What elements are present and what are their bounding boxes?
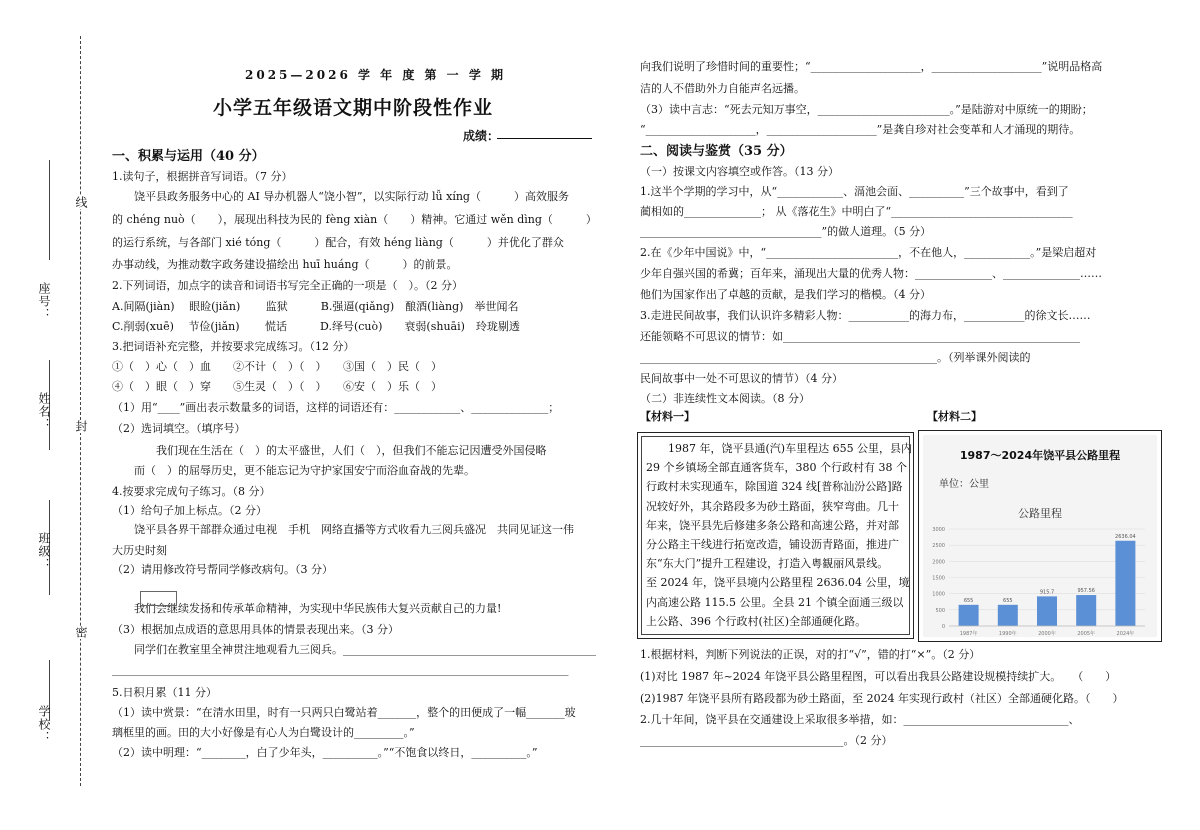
chart-y-tick-label: 2500 [932,543,945,550]
seal-mark-mi: 密 [74,626,88,639]
chart-category-label: 1987年 [959,631,978,637]
right-top-line: 向我们说明了珍惜时间的重要性；“____________________，____________________”说明品格高 [640,60,1103,73]
right-top-line: 他们为国家作出了卓越的贡献，是我们学习的楷模。（4 分） [640,288,931,301]
chart-category-label: 2000年 [1038,631,1056,637]
seat-label: 座号： [37,282,51,321]
chart-category-label: 1990年 [998,631,1017,637]
material1-text-line: 分公路主干线进行拓宽改造，铺设沥青路面，推进广 [646,538,899,551]
road-mileage-chart [919,431,1161,641]
fold-dashed-line [80,36,81,786]
left-col-line: （1）用“____”画出表示数量多的词语，这样的词语还有：____________、______________； [112,401,560,414]
material2-box [918,430,1162,642]
correction-area[interactable] [140,591,177,606]
chart-bar [959,605,979,626]
chart-category-label: 2024年 [1116,631,1135,637]
right-top-line: 民间故事中一处不可思议的情节）（4 分） [640,372,843,385]
right-top-line: ______________________________________________________。（列举课外阅读的 [640,351,1031,364]
chart-y-tick-label: 1000 [932,591,945,598]
material1-text-line: 行政村未实现通车，除国道 324 线[普称汕汾公路]路 [646,480,903,494]
left-col-line: 饶平县各界干部群众通过电视 手机 网络直播等方式收看九三阅兵盛况 共同见证这一伟 [112,523,574,536]
chart-y-tick-label: 0 [941,624,945,630]
chart-category-label: 2005年 [1077,631,1096,637]
chart-data-label: 655 [1003,597,1013,604]
left-col-line: ①（ ）心（ ）血 ②不计（ ）（ ） ③国（ ）民（ ） [112,360,442,373]
chart-main-title: 1987～2024年饶平县公路里程 [959,449,1121,462]
material1-text-line: 况较好外，其余路段多为砂土路面，狭窄弯曲。几十 [646,499,899,513]
right-bottom-line: (1)对比 1987 年~2024 年饶平县公路里程图，可以看出我县公路建设规模持续扩大。 （ ） [640,670,1117,683]
seal-mark-xian: 线 [74,196,88,209]
material2-label: 【材料二】 [927,410,982,423]
left-col-line: 而（ ）的屈辱历史，更不能忘记为守护家国安宁而浴血奋战的先辈。 [112,464,475,477]
material1-text-line: 年来，饶平县先后修建多条公路和高速公路，并对部 [646,518,899,532]
material1-text-line: 29 个乡镇场全部直通客货车，380 个行政村有 38 个 [646,461,907,475]
chart-data-label: 655 [963,597,974,604]
left-col-line: （2）选词填空。（填序号） [112,422,246,435]
right-top-line: 3.走进民间故事，我们认识许多精彩人物：___________的海力布，___________的徐文长…… [640,309,1091,322]
chart-bar [1037,596,1057,626]
material1-text-line: 至 2024 年，饶平县境内公路里程 2636.04 公里，境 [646,576,910,590]
left-col-line: （1）给句子加上标点。（2 分） [112,504,267,517]
left-col-line: 璃框里的画。田的大小好像是有心人为白鹭设计的_________。” [112,726,415,739]
left-col-line: （3）根据加点成语的意思用具体的情景表现出来。（3 分） [112,623,399,636]
right-bottom-line: _____________________________________。（2 分） [640,734,893,747]
right-top-line: _________________________________”的做人道理。（5 分） [640,225,932,238]
chart-data-label: 2636.04 [1115,533,1136,540]
material1-box [637,432,914,639]
chart-y-tick-label: 1500 [932,575,945,582]
left-col-line: 3.把词语补充完整，并按要求完成练习。（12 分） [112,340,355,353]
chart-bar [1076,595,1096,626]
left-col-line: 同学们在教室里全神贯注地观看九三阅兵。______________________________________________ [112,643,596,656]
class-label: 班级： [37,532,51,571]
material1-text-line: 上公路、396 个行政村(社区)全部通硬化路。 [646,614,867,628]
left-col-line: 的 chéng nuò（ ），展现出科技为民的 fèng xiàn（ ）精神。它通过 wěn dìng（ ） [112,213,597,226]
chart-bar [998,605,1018,626]
seat-underline [49,160,50,260]
right-top-line: 2.在《少年中国说》中，“________________________，不在他人，____________。”是梁启超对 [640,246,1097,259]
term-heading: 2025—2026 学 年 度 第 一 学 期 [245,68,507,82]
right-top-line: “____________________，____________________”是龚自珍对社会变革和人才涌现的期待。 [640,123,1081,136]
right-top-line: （一）按课文内容填空或作答。（13 分） [640,165,839,178]
right-top-line: 还能领略不可思议的情节：如______________________________________________________ [640,330,1080,343]
left-col-line: 一、积累与运用（40 分） [112,149,265,164]
left-col-line: 2.下列词语，加点字的读音和词语书写完全正确的一项是（ ）。（2 分） [112,279,463,292]
left-col-line: （1）读中赏景：“在清水田里，时有一只两只白鹭站着_______，整个的田便成了一幅_______玻 [112,706,576,719]
material1-label: 【材料一】 [640,410,695,423]
left-col-line: A.间隔(jiàn) 眼睑(jiǎn) 监狱 B.强逼(qiǎng) 酿酒(liàng) 举世闻名 [112,300,519,313]
page-title: 小学五年级语文期中阶段性作业 [213,97,494,119]
material1-text-line: 1987 年，饶平县通(汽)车里程达 655 公里，县内 [646,442,913,455]
left-col-line: 4.按要求完成句子练习。（8 分） [112,485,271,498]
left-col-line: 5.日积月累（11 分） [112,686,217,699]
left-col-line: 的运行系统，与各部门 xié tóng（ ）配合，有效 héng liàng（ ）并优化了群众 [112,236,564,249]
left-col-line: 办事动线，为推动数字政务建设描绘出 huī huáng（ ）的前景。 [112,258,458,271]
chart-unit-label: 单位：公里 [939,479,989,490]
left-col-line: C.削弱(xuē) 节俭(jiǎn) 慌话 D.绎号(cuò) 衰弱(shuāi) 玲珑剔透 [112,320,520,333]
left-col-line: ④（ ）眼（ ）穿 ⑤生灵（ ）（ ） ⑥安（ ）乐（ ） [112,380,442,393]
seal-mark-feng: 封 [74,420,88,433]
left-col-line: （2）请用修改符号帮同学修改病句。（3 分） [112,563,333,576]
right-top-line: 洁的人不借助外力自能声名远播。 [640,82,805,95]
chart-data-label: 915.7 [1039,589,1055,596]
left-col-line: 饶平县政务服务中心的 AI 导办机器人“饶小智”，以实际行动 lǚ xíng（ ）高效服务 [112,190,569,203]
left-col-line: （2）读中明理：“________，白了少年头，__________。”“不饱食以终日，__________。” [112,746,538,759]
right-bottom-line: 2.几十年间，饶平县在交通建设上采取很多举措，如：______________________________、 [640,713,1080,726]
material1-text-line: 内高速公路 115.5 公里。全县 21 个镇全面通三级以 [646,595,904,609]
left-col-line: 大历史时刻 [112,544,167,557]
right-top-line: 少年自强兴国的希冀；百年来，涌现出大量的优秀人物：______________、______________…… [640,267,1102,280]
chart-series-title: 公路里程 [1018,507,1062,520]
chart-y-tick-label: 2000 [932,559,945,566]
right-top-line: （二）非连续性文本阅读。（8 分） [640,392,810,405]
right-top-line: （3）读中言志：“死去元知万事空，________________________。”是陆游对中原统一的期盼； [640,103,1093,116]
score-field[interactable] [497,138,592,139]
right-top-line: 二、阅读与鉴赏（35 分） [640,144,793,159]
left-col-line: 1.读句子，根据拼音写词语。（7 分） [112,170,293,183]
school-label: 学校： [37,705,51,744]
left-col-line: 我们会继续发扬和传承革命精神，为实现中华民族伟大复兴贡献自己的力量! [112,602,502,615]
right-top-line: 1.这半个学期的学习中，从“____________、滆池会面、__________”三个故事中，看到了 [640,185,1069,198]
right-top-line: 蔺相如的______________； 从《落花生》中明白了“_________________________________ [640,205,1073,218]
left-col-line: 我们现在生活在（ ）的太平盛世，人们（ ），但我们不能忘记因遭受外国侵略 [112,444,547,457]
chart-y-tick-label: 500 [935,607,945,614]
score-label: 成绩： [463,129,500,143]
chart-y-tick-label: 3000 [932,527,945,533]
name-label: 姓名： [37,392,51,431]
material1-text-line: 东“东大门”提升工程建设，打造入粤観丽风景线。 [646,557,889,571]
left-col-line: ___________________________________________________________________________________ [112,663,569,676]
chart-bar [1115,541,1135,626]
right-bottom-line: 1.根据材料，判断下列说法的正误，对的打“√”，错的打“×”。（2 分） [640,648,981,661]
chart-data-label: 957.56 [1077,588,1095,595]
right-bottom-line: (2)1987 年饶平县所有路段都为砂土路面，至 2024 年实现行政村（社区）全部通硬化路。（ ） [640,692,1124,705]
